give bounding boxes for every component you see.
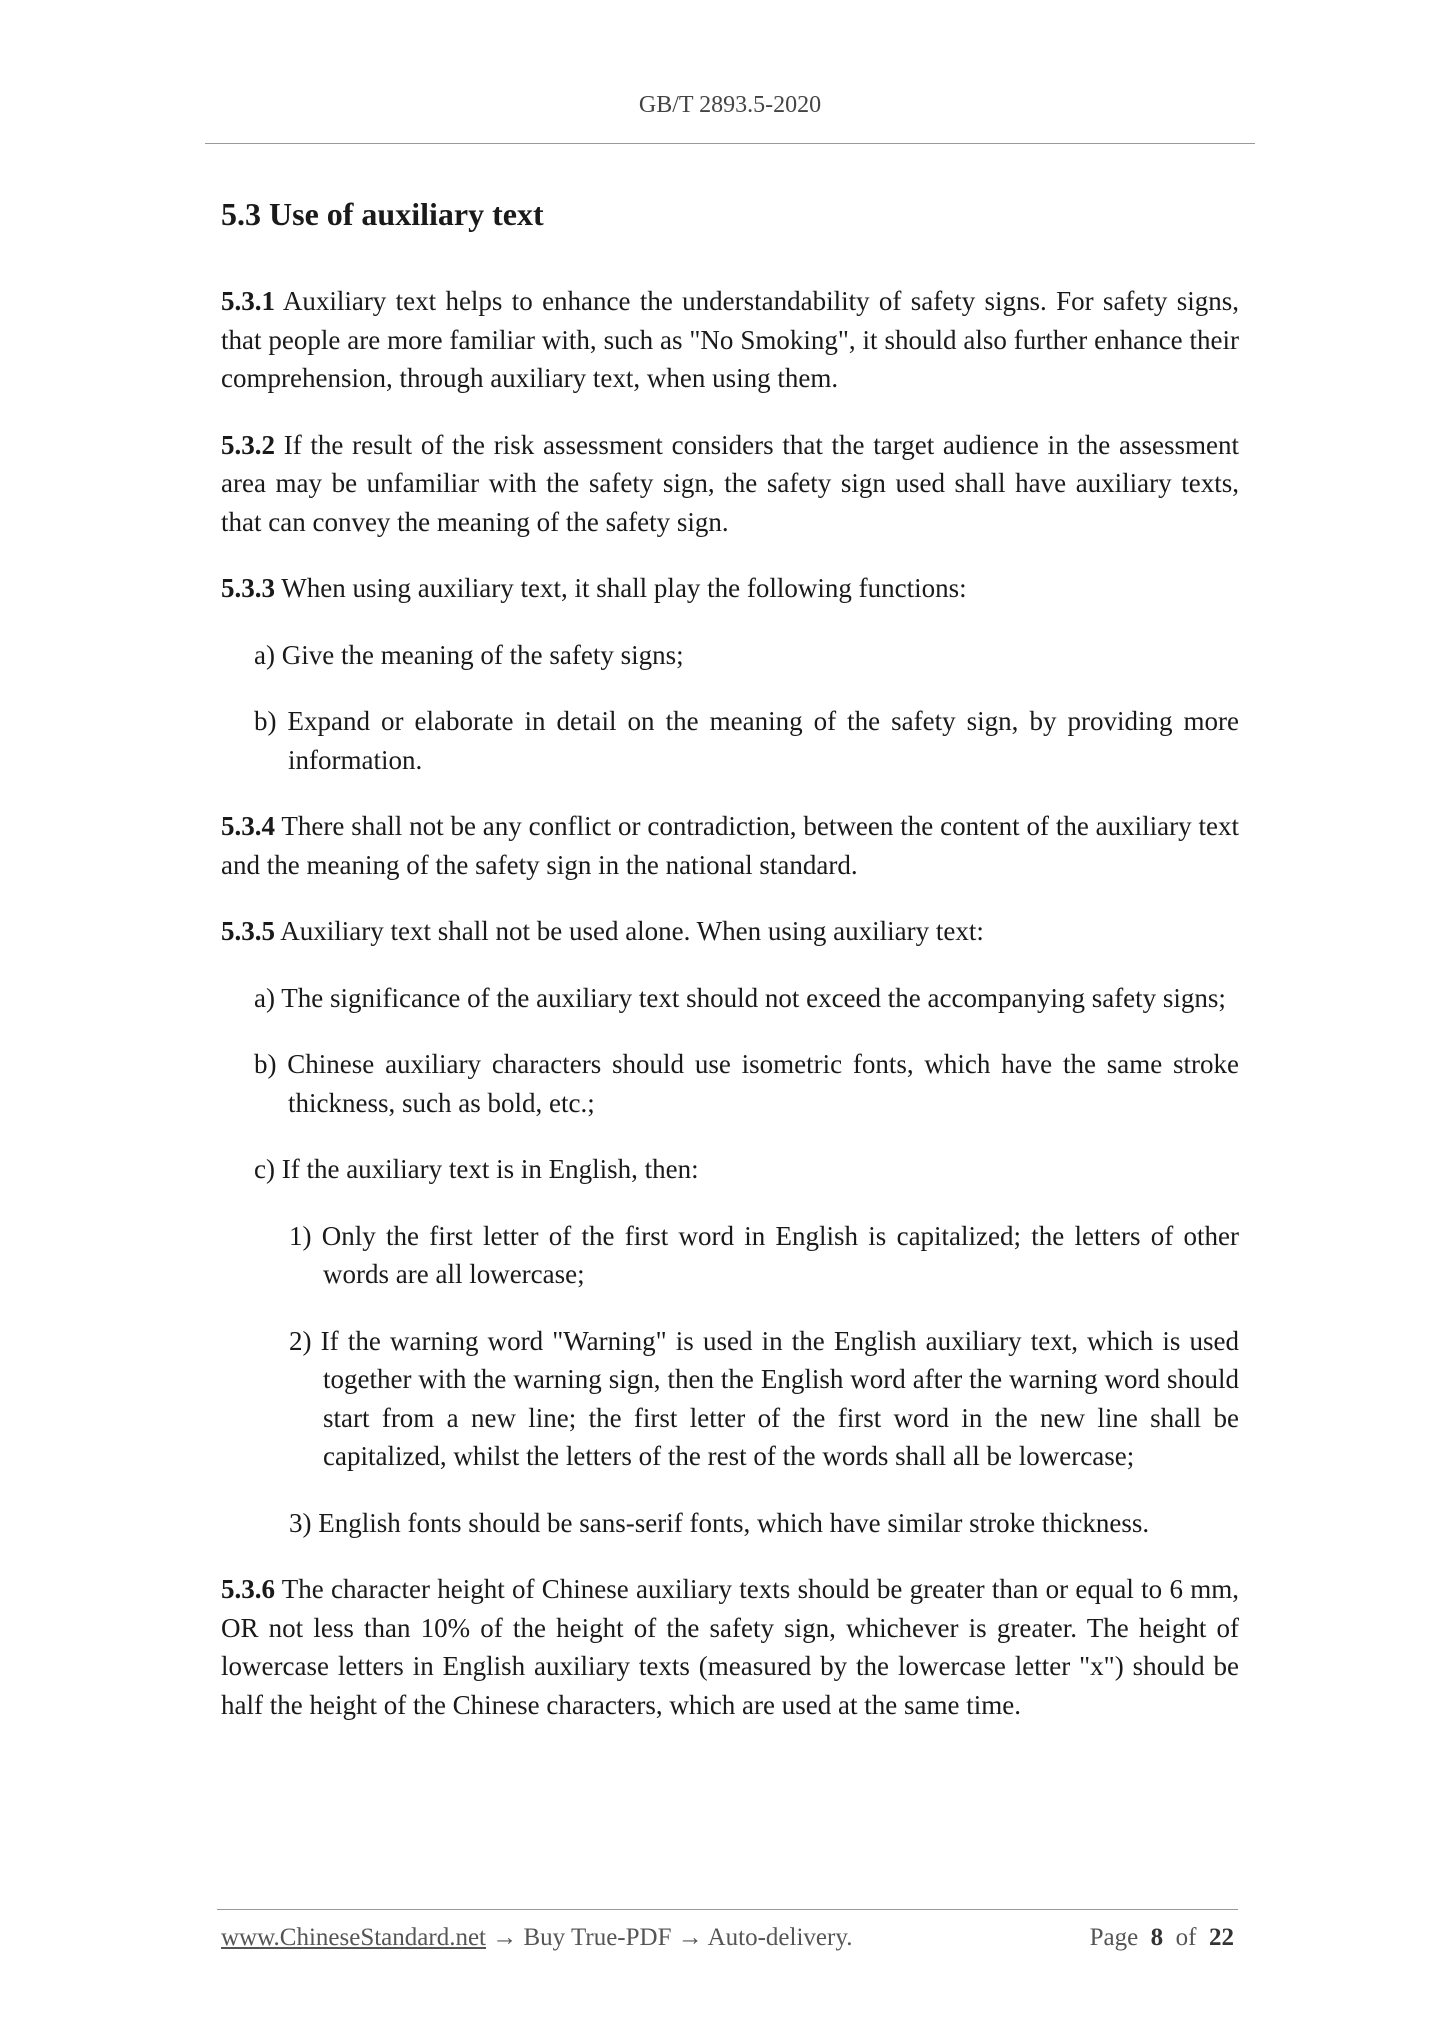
footer-divider [217,1909,1238,1910]
page-number [1090,1924,1234,1952]
sub-list-item: 3) English fonts should be sans-serif fonts, which have similar stroke thickness. [289,1507,1150,1538]
sub-list-item: 1) Only the first letter of the first word in English is capitalized; the letters of other words are all lowercase; [289,1220,1239,1289]
page-current: 8 [1150,1924,1164,1951]
paragraph-5-3-1 [221,282,1239,398]
list-item: b) Chinese auxiliary characters should use isometric fonts, which have the same stroke thickness, such as bold, etc.; [254,1049,1239,1118]
page-label: Page [1089,1924,1139,1951]
clause-number: 5.3.2 [221,429,275,460]
header-divider [205,143,1255,144]
buy-pdf-text: Buy True-PDF [523,1924,672,1951]
section-title: 5.3 Use of auxiliary text [221,196,544,232]
auto-delivery-text: Auto-delivery. [707,1924,853,1951]
paragraph-5-3-3 [221,569,1239,608]
website-link[interactable]: www.ChineseStandard.net [221,1924,486,1951]
paragraph-text: Auxiliary text shall not be used alone. When using auxiliary text: [275,916,984,946]
paragraph-5-3-5 [221,912,1239,951]
list-item: b) Expand or elaborate in detail on the meaning of the safety sign, by providing more information. [254,706,1239,775]
sub-list-item: 2) If the warning word "Warning" is used in the English auxiliary text, which is used together with the warning sign, then the English word after the warning word should start from a new line; the first letter of the first word in the new line shall be capitalized, whilst the letters of the rest of the words shall all be lowercase; [289,1325,1239,1471]
paragraph-5-3-6 [221,1570,1239,1724]
paragraph-text: When using auxiliary text, it shall play the following functions: [275,573,967,603]
clause-number: 5.3.6 [221,1574,275,1604]
clause-number: 5.3.3 [221,573,275,603]
document-header: GB/T 2893.5-2020 [638,92,822,118]
paragraph-text: If the result of the risk assessment considers that the target audience in the assessment area may be unfamiliar with the safety sign, the safety sign used shall have auxiliary texts, that can convey the meaning of the safety sign. [221,429,1239,537]
paragraph-text: There shall not be any conflict or contradiction, between the content of the auxiliary text and the meaning of the safety sign in the national standard. [221,811,1239,880]
page-total: 22 [1209,1924,1234,1951]
page-of: of [1175,1924,1197,1951]
paragraph-text: Auxiliary text helps to enhance the understandability of safety signs. For safety signs, that people are more familiar with, such as "No Smoking", it should also further enhance their comprehension, through auxiliary text, when using them. [221,286,1239,393]
page-content [221,192,1239,1752]
arrow-icon: → [492,1924,518,1951]
clause-number: 5.3.4 [221,811,275,841]
clause-number: 5.3.5 [221,916,275,946]
page-footer [221,1924,1239,1952]
paragraph-5-3-2 [221,426,1239,542]
clause-number: 5.3.1 [221,286,275,316]
list-item: c) If the auxiliary text is in English, then: [254,1154,699,1184]
paragraph-text: The character height of Chinese auxiliary texts should be greater than or equal to 6 mm, OR not less than 10% of the height of the safety sign, whichever is greater. The height of lowercase letters in English auxiliary texts (measured by the lowercase letter "x") should be half the height of the Chinese characters, which are used at the same time. [221,1574,1239,1720]
paragraph-5-3-4 [221,807,1239,884]
arrow-icon: → [677,1924,703,1951]
list-item: a) Give the meaning of the safety signs; [254,639,684,670]
list-item: a) The significance of the auxiliary text should not exceed the accompanying safety signs; [254,982,1226,1013]
